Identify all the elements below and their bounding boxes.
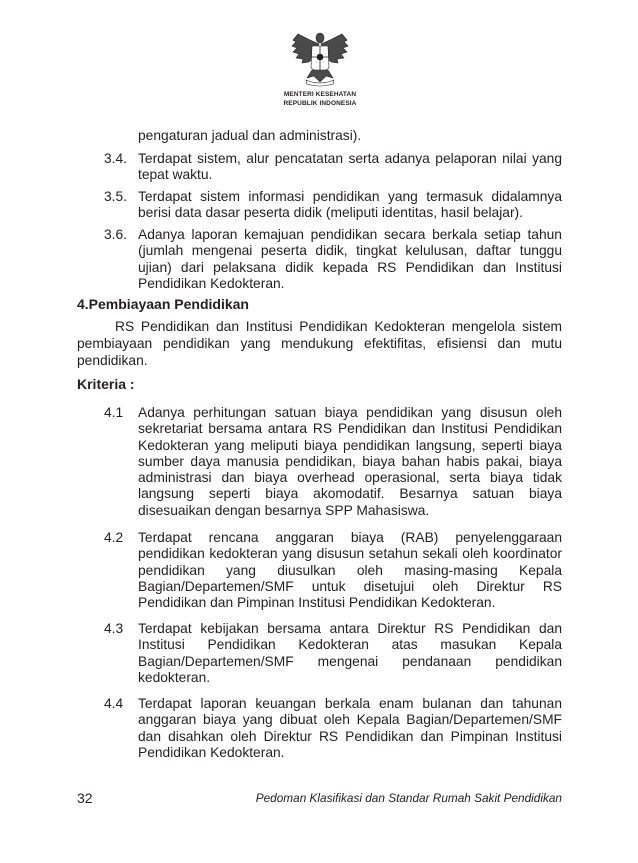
section-paragraph: RS Pendidikan dan Institusi Pendidikan Kedokteran mengelola sistem pembiayaan pendidikan yang mendukung efektifitas, efisiensi dan mutu pendidikan.	[77, 319, 562, 368]
page-number: 32	[77, 790, 93, 806]
item-number: 3.6.	[104, 227, 128, 242]
item-number: 4.4	[104, 696, 124, 711]
item-text: Terdapat sistem, alur pencatatan serta adanya pelaporan nilai yang tepat waktu.	[138, 151, 562, 183]
item-text: Terdapat laporan keuangan berkala enam bulanan dan tahunan anggaran biaya yang dibuat oleh Kepala Bagian/Departemen/SMF dan disahkan oleh Direktur RS Pendidikan dan Pimpinan Institusi Pendidikan Kedokteran.	[138, 696, 562, 760]
item-text: Adanya perhitungan satuan biaya pendidikan yang disusun oleh sekretariat bersama antara RS Pendidikan dan Institusi Pendidikan Kedokteran yang meliputi biaya pendidikan langsung, seperti biaya sumber daya manusia pendidikan, biaya bahan habis pakai, biaya administrasi dan biaya overhead operasional, serta biaya tidak langsung seperti biaya akomodatif. Besarnya satuan biaya disesuaikan dengan besarnya SPP Mahasiswa.	[138, 405, 562, 518]
item-number: 4.1	[104, 405, 124, 420]
item-number: 3.4.	[104, 151, 128, 166]
footer-title: Pedoman Klasifikasi dan Standar Rumah Sakit Pendidikan	[255, 791, 562, 805]
item-number: 3.5.	[104, 189, 128, 204]
kriteria-label: Kriteria :	[77, 376, 135, 392]
garuda-emblem-icon	[290, 30, 350, 88]
continuation-text: pengaturan jadual dan administrasi).	[138, 128, 362, 143]
item-text: Terdapat rencana anggaran biaya (RAB) penyelenggaraan pendidikan kedokteran yang disusun setahun sekali oleh koordinator pendidikan yang diusulkan oleh masing-masing Kepala Bagian/Departemen/SMF untuk disetujui oleh Direktur RS Pendidikan dan Pimpinan Institusi Pendidikan Kedokteran.	[138, 530, 562, 611]
header-line-1: MENTERI KESEHATAN	[283, 91, 357, 98]
item-number: 4.2	[104, 530, 124, 545]
ministry-header	[250, 90, 390, 108]
item-number: 4.3	[104, 621, 124, 636]
header-line-2: REPUBLIK INDONESIA	[283, 100, 357, 107]
item-text: Adanya laporan kemajuan pendidikan secara berkala setiap tahun (jumlah mengenai peserta didik, tingkat kelulusan, daftar tunggu ujian) dari pelaksana didik kepada RS Pendidikan dan Institusi Pendidikan Kedokteran.	[138, 227, 562, 291]
item-text: Terdapat sistem informasi pendidikan yang termasuk didalamnya berisi data dasar peserta didik (meliputi identitas, hasil belajar).	[138, 189, 562, 221]
item-text: Terdapat kebijakan bersama antara Direktur RS Pendidikan dan Institusi Pendidikan Kedokteran atas masukan Kepala Bagian/Departemen/SMF mengenai pendanaan pendidikan kedokteran.	[138, 621, 562, 685]
section-title: 4.Pembiayaan Pendidikan	[77, 296, 249, 312]
